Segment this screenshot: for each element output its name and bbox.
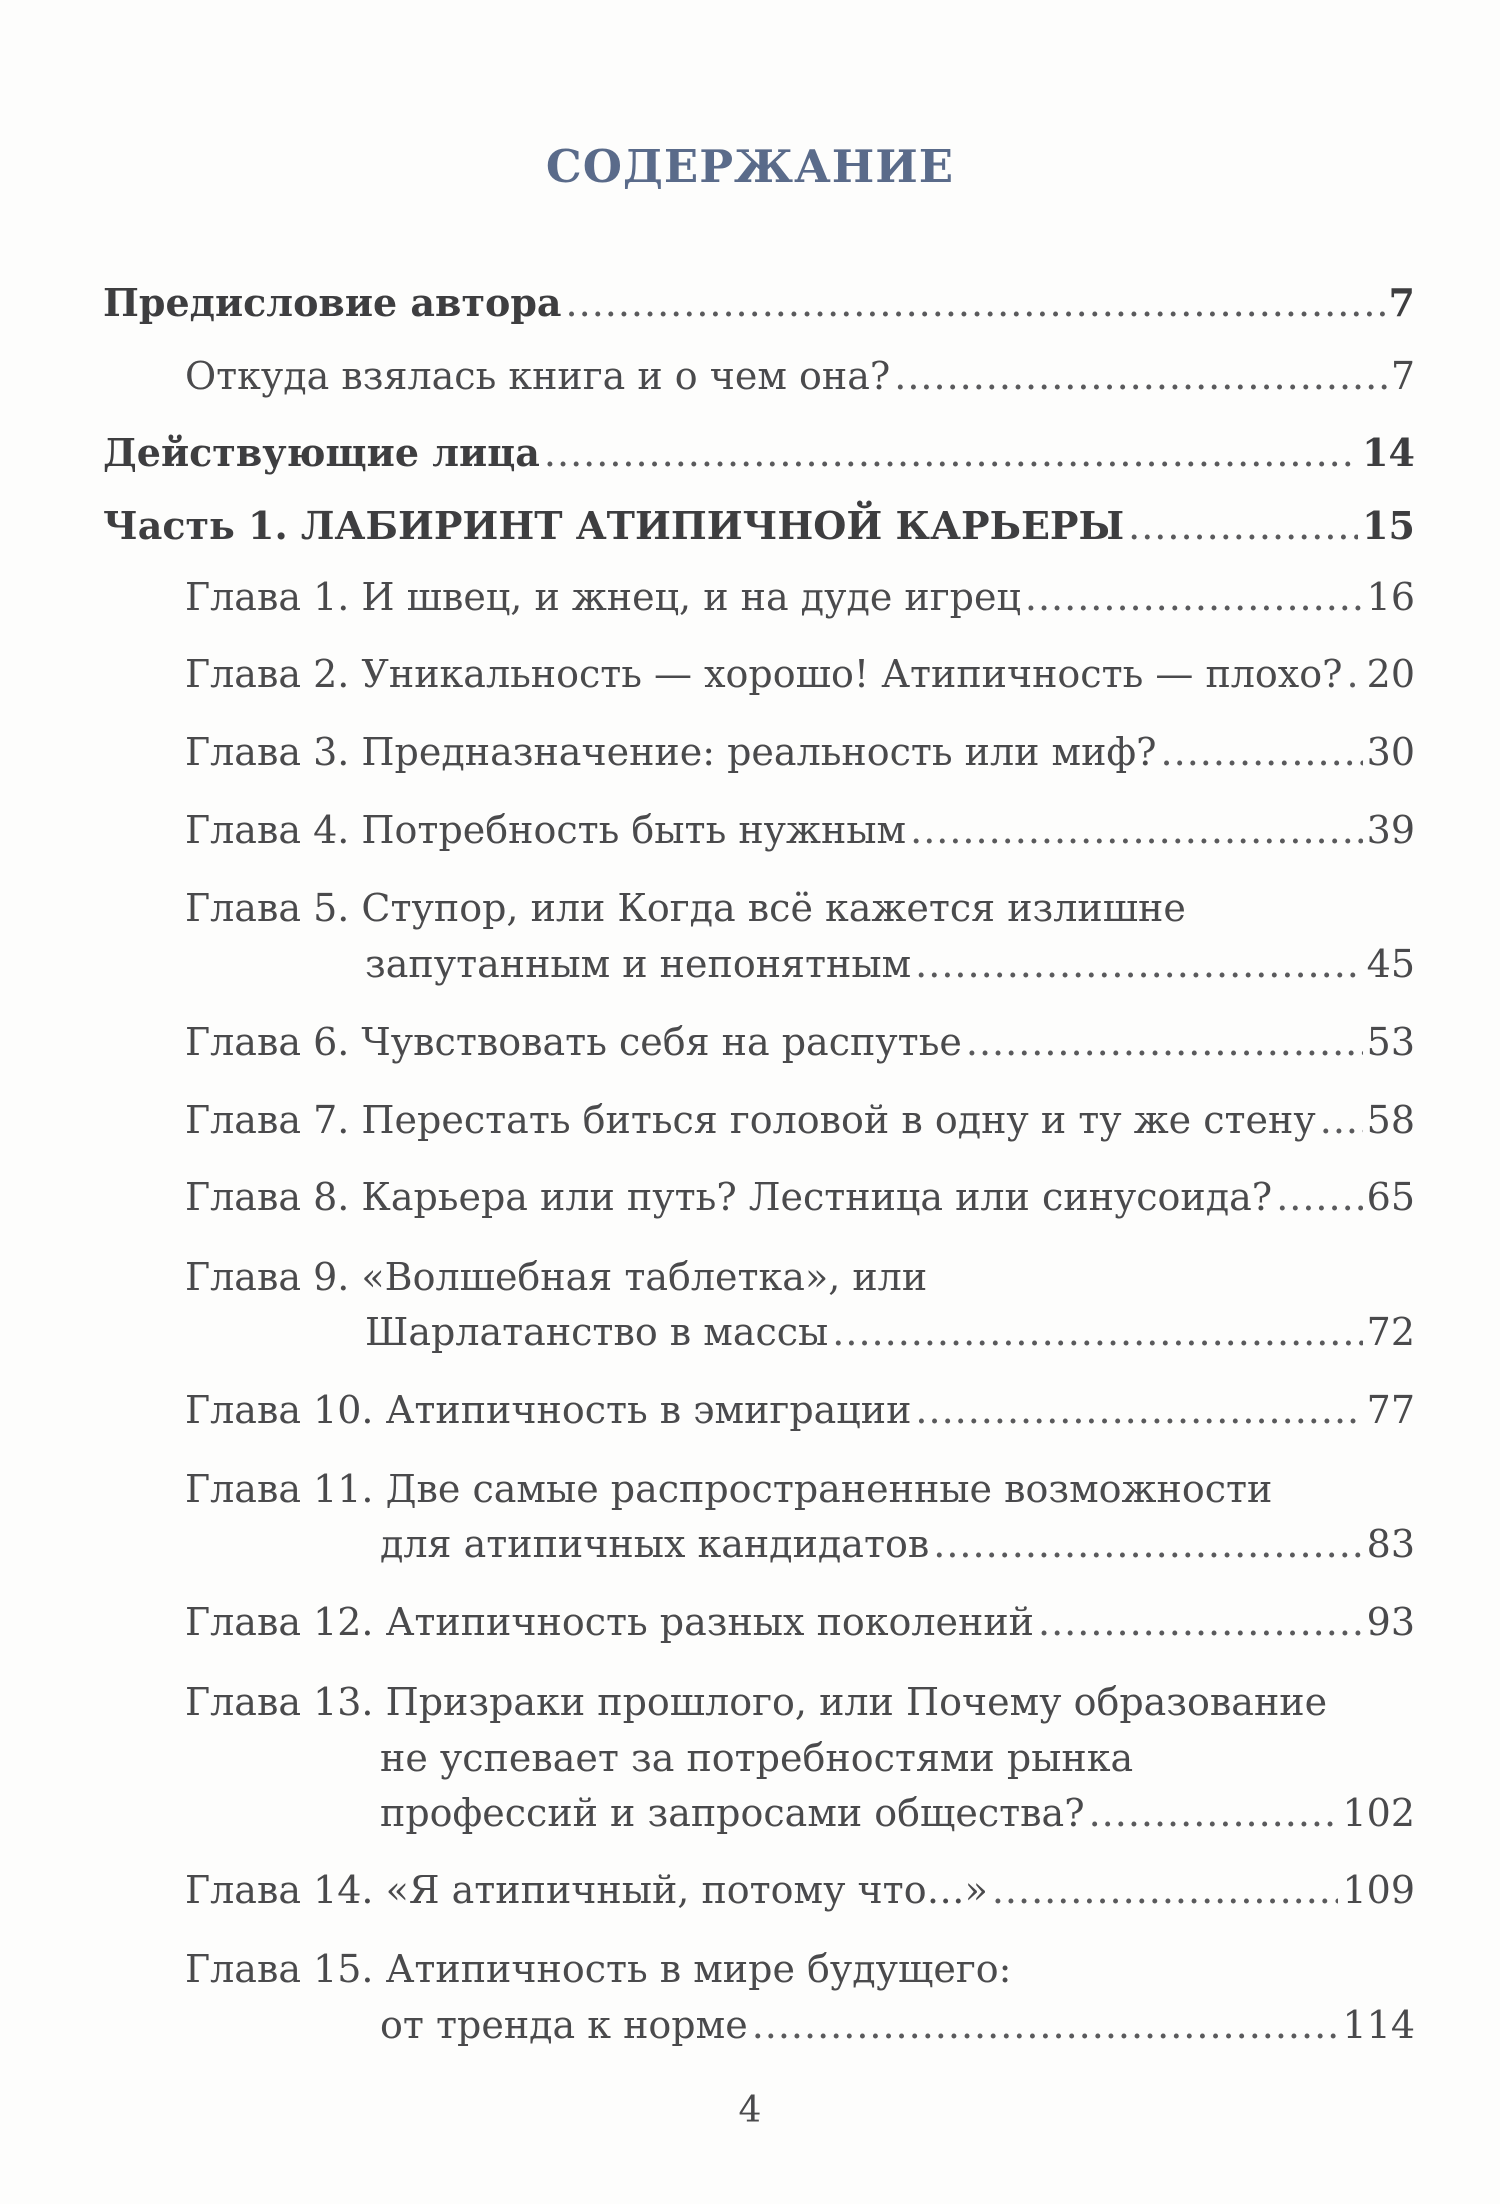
toc-line [103, 280, 1415, 325]
toc-page-number: 20 [1366, 652, 1415, 696]
toc-page-number: 83 [1366, 1522, 1415, 1566]
toc-line [185, 730, 1415, 774]
toc-line [365, 942, 1415, 986]
toc-line [185, 1388, 1415, 1432]
dot-leader [915, 1388, 1362, 1432]
toc-page-number: 30 [1366, 730, 1415, 774]
dot-leader [1089, 1791, 1339, 1835]
toc-entry-title-line: Глава 13. Призраки прошлого, или Почему образование [185, 1680, 1328, 1724]
dot-leader [1025, 575, 1363, 619]
toc-page-number: 77 [1366, 1388, 1415, 1432]
toc-entry-title: Часть 1. ЛАБИРИНТ АТИПИЧНОЙ КАРЬЕРЫ [103, 503, 1125, 548]
toc-page-number: 7 [1388, 280, 1415, 325]
dot-leader [1320, 1098, 1363, 1142]
toc-entry-title: Глава 1. И швец, и жнец, и на дуде игрец [185, 575, 1021, 619]
dot-leader [566, 281, 1385, 325]
toc-entry-title: Глава 6. Чувствовать себя на распутье [185, 1020, 962, 1064]
toc-page-number: 53 [1366, 1020, 1415, 1064]
page-number: 4 [738, 2090, 762, 2131]
toc-entry-title: Глава 14. «Я атипичный, потому что…» [185, 1868, 988, 1912]
toc-entry-title: для атипичных кандидатов [380, 1522, 930, 1566]
dot-leader [544, 431, 1358, 475]
dot-leader [910, 808, 1363, 852]
dot-leader [1128, 504, 1358, 548]
toc-entry-title: Откуда взялась книга и о чем она? [185, 354, 891, 398]
toc-page-number: 72 [1366, 1310, 1415, 1354]
toc-entry-title-line: Глава 5. Ступор, или Когда всё кажется излишне [185, 886, 1186, 930]
toc-page-number: 15 [1362, 503, 1415, 548]
dot-leader [894, 354, 1387, 398]
toc-entry-title: Действующие лица [103, 430, 540, 475]
toc-entry-title-line: Глава 15. Атипичность в мире будущего: [185, 1947, 1012, 1991]
toc-line [185, 1175, 1415, 1219]
toc-page-number: 16 [1366, 575, 1415, 619]
dot-leader [966, 1020, 1363, 1064]
toc-line [185, 808, 1415, 852]
dot-leader [992, 1868, 1339, 1912]
toc-entry-title: Глава 2. Уникальность — хорошо! Атипичность — плохо? [185, 652, 1343, 696]
dot-leader [933, 1522, 1362, 1566]
toc-page-number: 58 [1366, 1098, 1415, 1142]
dot-leader [752, 2003, 1339, 2047]
toc-entry-title: Глава 4. Потребность быть нужным [185, 808, 907, 852]
toc-entry-title-line: Глава 9. «Волшебная таблетка», или [185, 1255, 928, 1299]
toc-line [103, 430, 1415, 475]
toc-line [380, 1791, 1415, 1835]
toc-entry-title: Глава 7. Перестать биться головой в одну и ту же стену [185, 1098, 1316, 1142]
toc-line [185, 652, 1415, 696]
toc-entry-title: профессий и запросами общества? [380, 1791, 1085, 1835]
toc-entry-title: запутанным и непонятным [365, 942, 912, 986]
toc-page-number: 65 [1366, 1175, 1415, 1219]
toc-page-number: 7 [1390, 354, 1415, 398]
toc-page-number: 45 [1366, 942, 1415, 986]
toc-page-number: 109 [1342, 1868, 1415, 1912]
toc-entry-title-line: Глава 11. Две самые распространенные возможности [185, 1467, 1273, 1511]
dot-leader [1161, 730, 1363, 774]
toc-line [380, 2003, 1415, 2047]
toc-entry-title: Шарлатанство в массы [365, 1310, 829, 1354]
toc-entry-title: Глава 3. Предназначение: реальность или миф? [185, 730, 1157, 774]
toc-page-number: 102 [1342, 1791, 1415, 1835]
toc-line [365, 1310, 1415, 1354]
toc-line [185, 575, 1415, 619]
toc-line [185, 354, 1415, 398]
toc-line [380, 1522, 1415, 1566]
toc-page-number: 39 [1366, 808, 1415, 852]
toc-line [185, 1098, 1415, 1142]
dot-leader [1038, 1600, 1363, 1644]
toc-page-number: 114 [1342, 2003, 1415, 2047]
toc-line [103, 503, 1415, 548]
toc-page-number: 93 [1366, 1600, 1415, 1644]
toc-entry-title: Глава 8. Карьера или путь? Лестница или синусоида? [185, 1175, 1273, 1219]
toc-entry-title: Предисловие автора [103, 280, 562, 325]
dot-leader [915, 942, 1362, 986]
toc-entry-title: от тренда к норме [380, 2003, 748, 2047]
toc-line [185, 1020, 1415, 1064]
dot-leader [1276, 1175, 1362, 1219]
toc-entry-title: Глава 10. Атипичность в эмиграции [185, 1388, 912, 1432]
page-title: СОДЕРЖАНИЕ [545, 140, 955, 193]
toc-page-number: 14 [1362, 430, 1415, 475]
toc-line [185, 1600, 1415, 1644]
toc-entry-title-line: не успевает за потребностями рынка [380, 1736, 1134, 1780]
toc-entry-title: Глава 12. Атипичность разных поколений [185, 1600, 1035, 1644]
toc-line [185, 1868, 1415, 1912]
dot-leader [1346, 652, 1362, 696]
dot-leader [832, 1310, 1362, 1354]
